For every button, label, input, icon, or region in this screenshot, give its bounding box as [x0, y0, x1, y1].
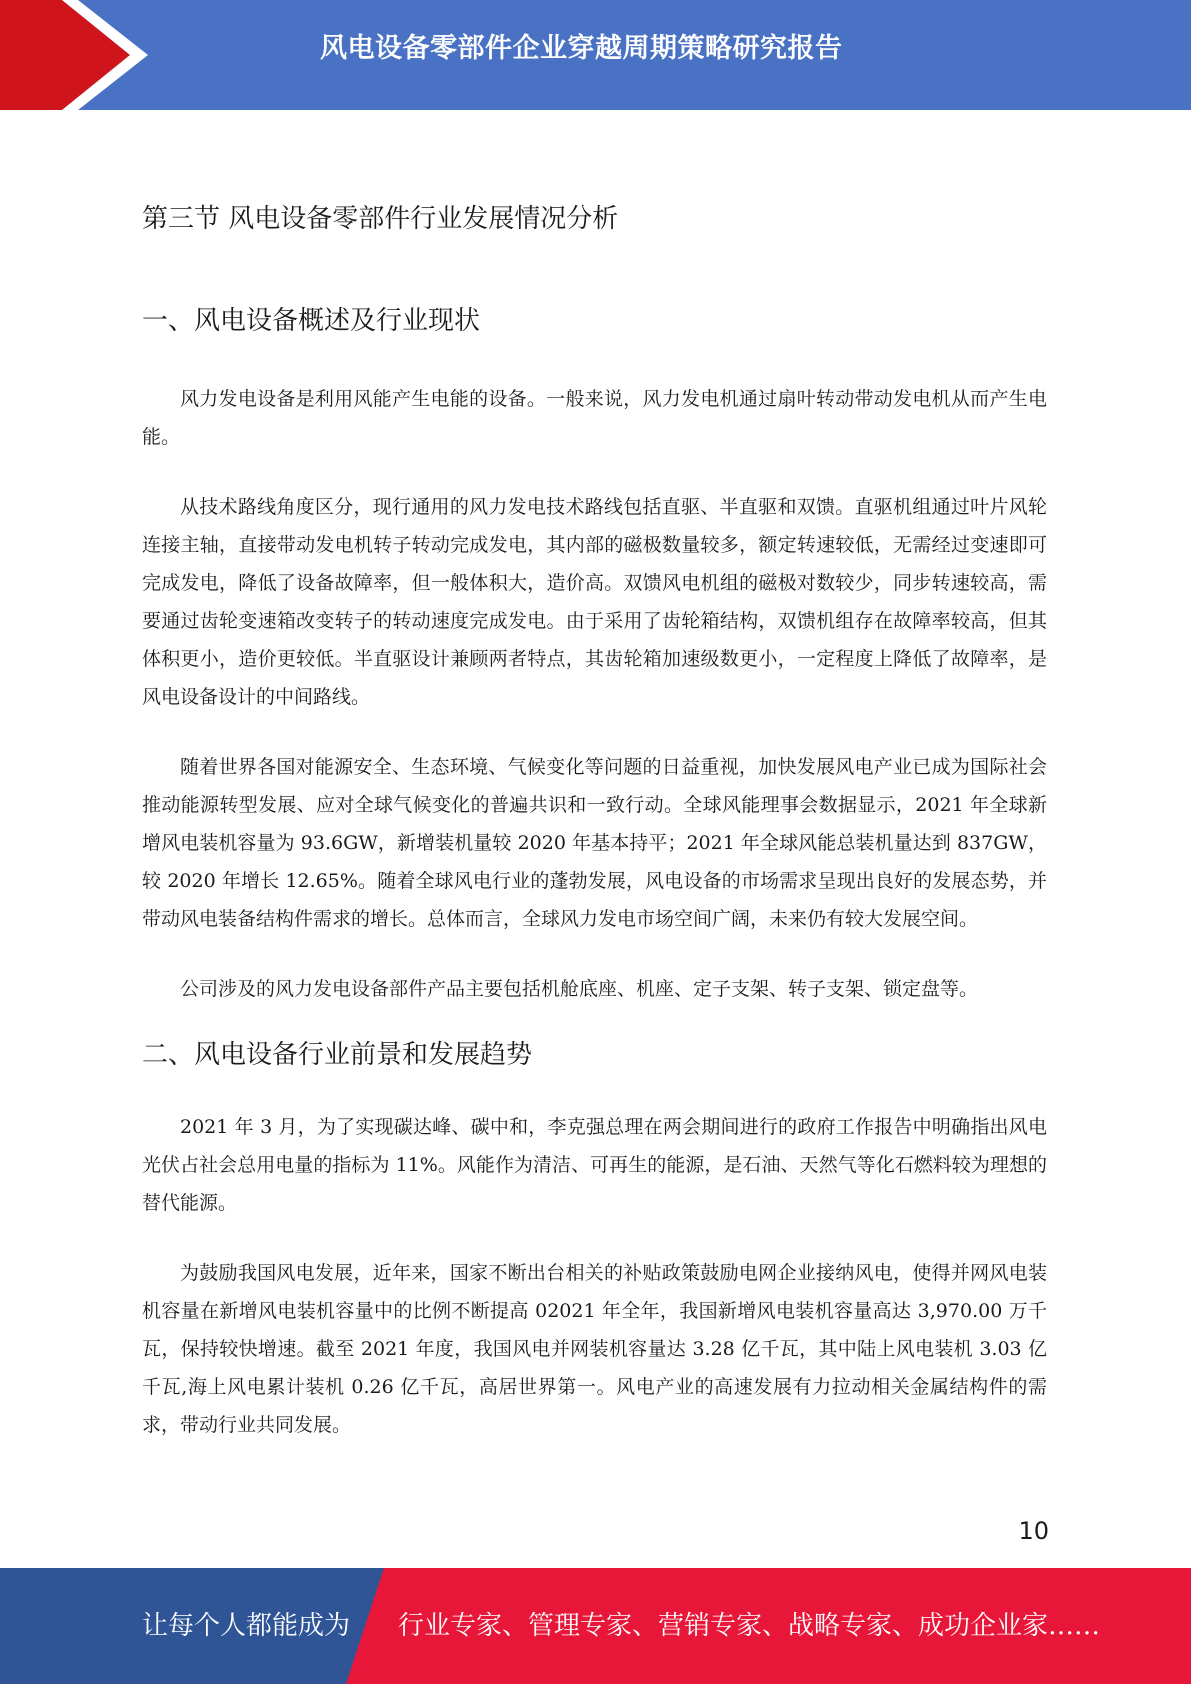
footer-bar	[0, 1568, 1191, 1684]
header-bar	[0, 0, 1191, 110]
part2-paragraph-2: 为鼓励我国风电发展，近年来，国家不断出台相关的补贴政策鼓励电网企业接纳风电，使得并网风电装机容量在新增风电装机容量中的比例不断提高 02021 年全年，我国新增风电装机容量高达 3,970.00 万千瓦，保持较快增速。截至 2021 年度，我国风电并网装机容量达 3.28 亿千瓦，其中陆上风电装机 3.03 亿千瓦,海上风电累计装机 0.26 亿千瓦，高居世界第一。风电产业的高速发展有力拉动相关金属结构件的需求，带动行业共同发展。	[142, 1262, 1047, 1436]
section-title: 第三节 风电设备零部件行业发展情况分析	[142, 204, 619, 234]
page-number: 10	[1018, 1517, 1049, 1545]
part1-paragraph-3: 随着世界各国对能源安全、生态环境、气候变化等问题的日益重视，加快发展风电产业已成为国际社会推动能源转型发展、应对全球气候变化的普遍共识和一致行动。全球风能理事会数据显示，2021 年全球新增风电装机容量为 93.6GW，新增装机量较 2020 年基本持平；2021 年全球风能总装机量达到 837GW，较 2020 年增长 12.65%。随着全球风电行业的蓬勃发展，风电设备的市场需求呈现出良好的发展态势，并带动风电装备结构件需求的增长。总体而言，全球风力发电市场空间广阔，未来仍有较大发展空间。	[142, 756, 1047, 930]
part1-paragraph-4: 公司涉及的风力发电设备部件产品主要包括机舱底座、机座、定子支架、转子支架、锁定盘等。	[180, 978, 979, 1000]
part2-heading: 二、风电设备行业前景和发展趋势	[142, 1040, 533, 1070]
footer-slogan-right: 行业专家、管理专家、营销专家、战略专家、成功企业家……	[398, 1611, 1101, 1641]
part2-paragraph-1: 2021 年 3 月，为了实现碳达峰、碳中和，李克强总理在两会期间进行的政府工作报告中明确指出风电光伏占社会总用电量的指标为 11%。风能作为清洁、可再生的能源，是石油、天然气等化石燃料较为理想的替代能源。	[142, 1116, 1047, 1214]
part1-heading: 一、风电设备概述及行业现状	[142, 306, 481, 336]
report-title: 风电设备零部件企业穿越周期策略研究报告	[320, 33, 843, 64]
page-content	[142, 190, 1047, 1444]
part1-paragraph-2: 从技术路线角度区分，现行通用的风力发电技术路线包括直驱、半直驱和双馈。直驱机组通过叶片风轮连接主轴，直接带动发电机转子转动完成发电，其内部的磁极数量较多，额定转速较低，无需经过变速即可完成发电，降低了设备故障率，但一般体积大，造价高。双馈风电机组的磁极对数较少，同步转速较高，需要通过齿轮变速箱改变转子的转动速度完成发电。由于采用了齿轮箱结构，双馈机组存在故障率较高，但其体积更小，造价更较低。半直驱设计兼顾两者特点，其齿轮箱加速级数更小，一定程度上降低了故障率，是风电设备设计的中间路线。	[142, 496, 1047, 708]
part1-paragraph-1: 风力发电设备是利用风能产生电能的设备。一般来说，风力发电机通过扇叶转动带动发电机从而产生电能。	[142, 388, 1047, 448]
header-arrow-decoration	[0, 0, 160, 110]
footer-slogan-left: 让每个人都能成为	[142, 1611, 351, 1641]
